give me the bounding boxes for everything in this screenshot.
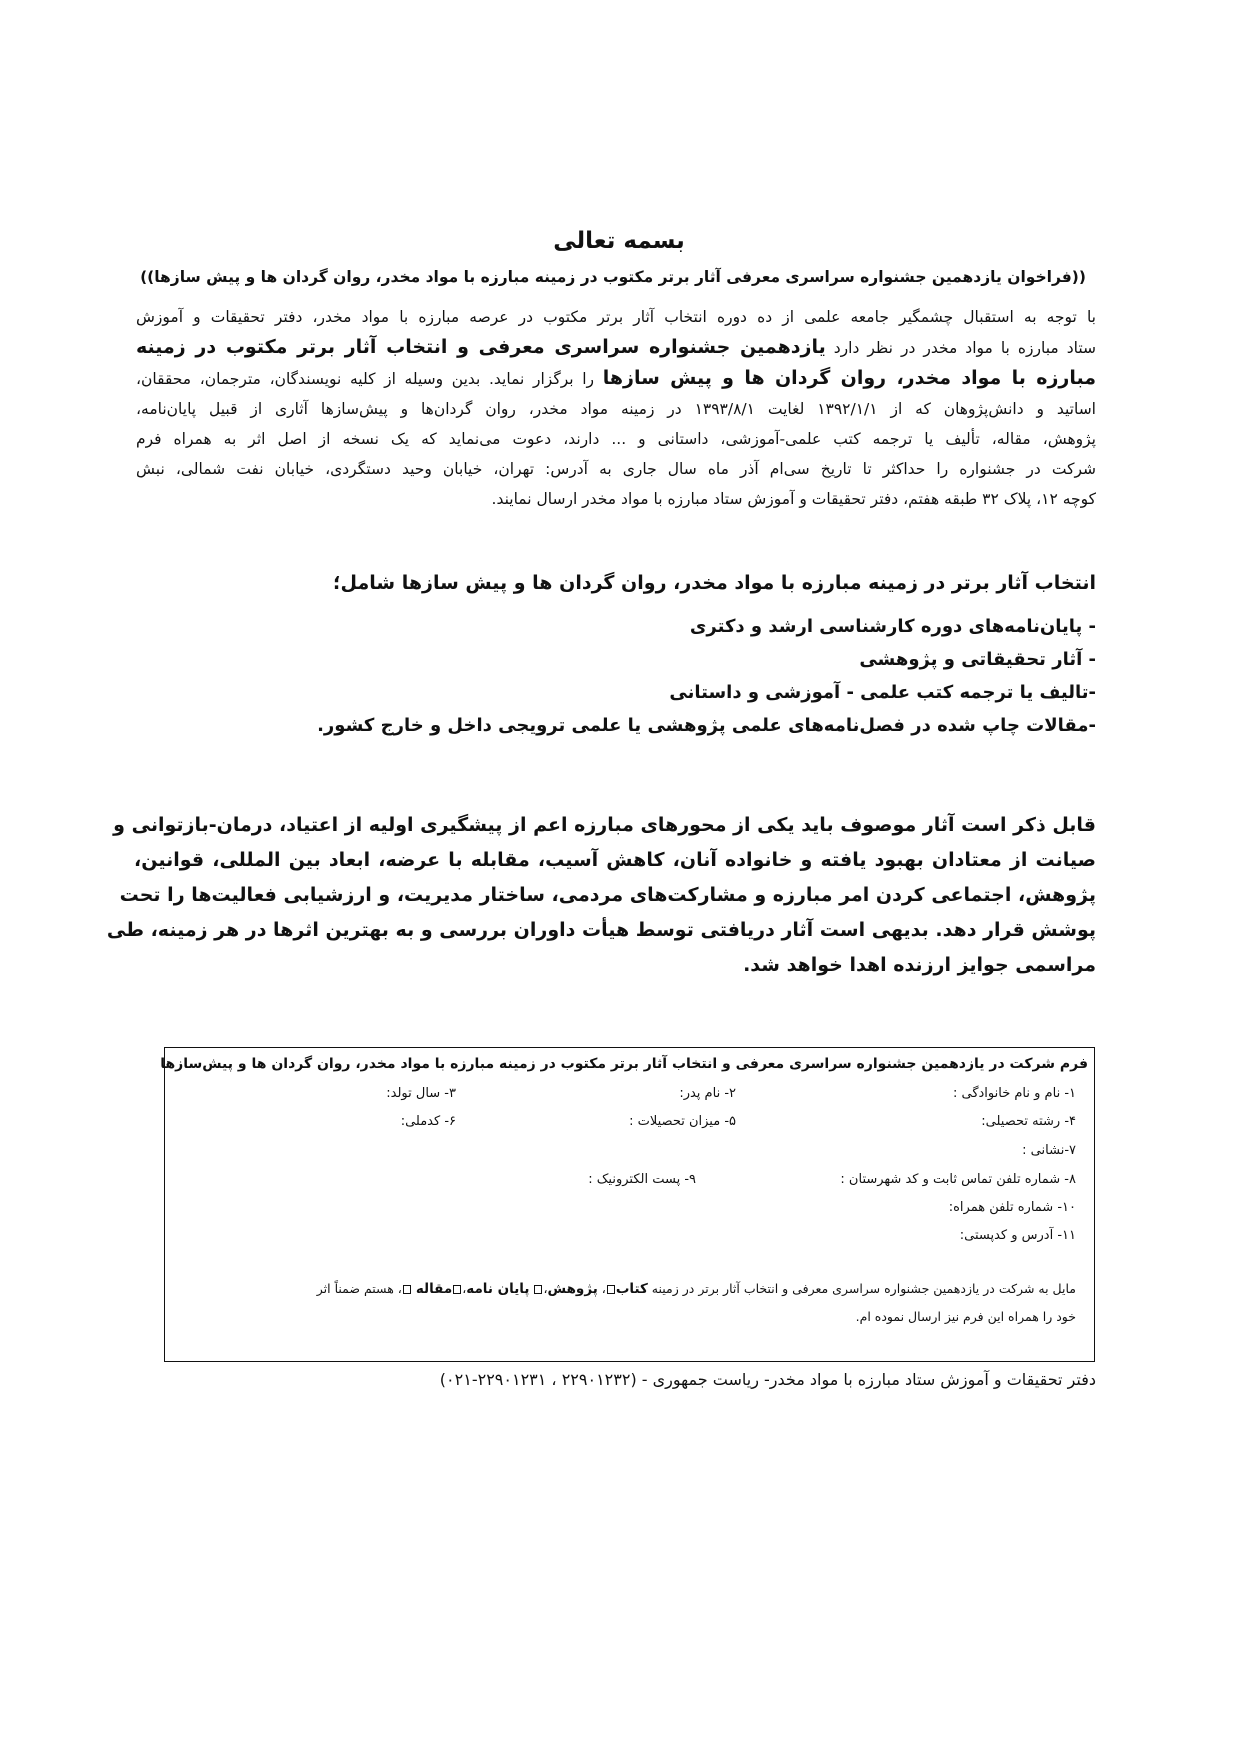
form-row	[175, 1200, 1076, 1228]
list-item: - آثار تحقیقاتی و پژوهشی	[859, 649, 1096, 670]
field-national-id[interactable]: ۶- کدملی:	[400, 1114, 456, 1129]
intro-line: کوچه ۱۲، پلاک ۳۲ طبقه هفتم، دفتر تحقیقات و آموزش ستاد مبارزه با مواد مخدر ارسال نمایند.	[491, 490, 1096, 508]
list-item: -مقالات چاپ شده در فصل‌نامه‌های علمی پژوهشی یا علمی ترویجی داخل و خارج کشور.	[317, 715, 1096, 736]
consent-text: خود را همراه این فرم نیز ارسال نموده ام.	[855, 1309, 1076, 1324]
field-mobile[interactable]: ۱۰- شماره تلفن همراه:	[948, 1200, 1076, 1215]
field-landline[interactable]: ۸- شماره تلفن تماس ثابت و کد شهرستان :	[840, 1172, 1076, 1187]
consent-text: مایل به شرکت در یازدهمین جشنواره سراسری معرفی و انتخاب آثار برتر در زمینه	[651, 1281, 1076, 1296]
intro-line: اساتید و دانش‌پژوهان که از ۱۳۹۲/۱/۱ لغایت ۱۳۹۳/۸/۱ در زمینه مواد مخدر، روان گردان‌ها و پیش‌سازها آثاری از قبیل پایان‌نامه،	[136, 400, 1096, 418]
form-title: فرم شرکت در یازدهمین جشنواره سراسری معرفی و انتخاب آثار برتر مکتوب در زمینه مبارزه با مواد مخدر، روان گردان ها و پیش‌سازها	[160, 1056, 1088, 1072]
note-paragraph	[106, 808, 1096, 983]
note-line: پژوهش، اجتماعی کردن امر مبارزه و مشارکت‌های مردمی، ساختار مدیریت، و ارزشیابی فعالیت‌ها را تحت	[119, 884, 1096, 906]
intro-line	[136, 332, 1096, 363]
option-article-label: مقاله	[415, 1281, 453, 1297]
footer-contact: دفتر تحقیقات و آموزش ستاد مبارزه با مواد مخدر- ریاست جمهوری - (۲۲۹۰۱۲۳۲ ، ۲۲۹۰۱۲۳۱-۰۲۱)	[439, 1370, 1096, 1389]
note-line: صیانت از معتادان بهبود یافته و خانواده آنان، کاهش آسیب، مقابله با عرضه، ابعاد بین المللی، قوانین،	[134, 849, 1096, 871]
checkbox-research[interactable]	[534, 1285, 542, 1294]
call-title: ((فراخوان یازدهمین جشنواره سراسری معرفی آثار برتر مکتوب در زمینه مبارزه با مواد مخدر، روان گردان ها و پیش سازها))	[140, 268, 1086, 286]
field-field-of-study[interactable]: ۴- رشته تحصیلی:	[981, 1114, 1076, 1129]
option-thesis-label: پایان نامه	[466, 1281, 530, 1297]
field-full-name[interactable]: ۱- نام و نام خانوادگی :	[952, 1086, 1076, 1101]
intro-line	[136, 363, 1096, 394]
note-line: مراسمی جوایز ارزنده اهدا خواهد شد.	[743, 954, 1096, 976]
form-row	[175, 1172, 1076, 1200]
intro-line: پژوهش، مقاله، تألیف یا ترجمه کتب علمی-آموزشی، داستانی و ... دارند، دعوت می‌نماید که یک نسخه از اصل اثر به همراه فرم	[136, 430, 1096, 448]
form-row	[175, 1228, 1076, 1256]
note-line: پوشش قرار دهد. بدیهی است آثار دریافتی توسط هیأت داوران بررسی و به بهترین اثرها در هر زمینه، طی	[106, 919, 1096, 941]
option-research-label: پژوهش	[547, 1281, 598, 1297]
intro-line: شرکت در جشنواره را حداکثر تا تاریخ سی‌ام آذر ماه سال جاری به آدرس: تهران، خیابان وحید دستگردی، خیابان نفت شمالی، نبش	[136, 460, 1096, 478]
field-email[interactable]: ۹- پست الکترونیک :	[588, 1172, 696, 1187]
categories-list	[317, 610, 1096, 742]
note-line: قابل ذکر است آثار موصوف باید یکی از محورهای مبارزه اعم از پیشگیری اولیه از اعتیاد، درمان-بازتوانی و	[113, 814, 1096, 836]
registration-form	[160, 1047, 1095, 1362]
form-row	[175, 1143, 1076, 1171]
checkbox-book[interactable]	[607, 1285, 615, 1294]
topic-bold: مبارزه با مواد مخدر، روان گردان ها و پیش سازها	[602, 367, 1096, 389]
intro-text: ستاد مبارزه با مواد مخدر در نظر دارد	[833, 339, 1096, 357]
list-item: - پایان‌نامه‌های دوره کارشناسی ارشد و دکتری	[689, 616, 1096, 637]
form-row	[175, 1114, 1076, 1142]
field-father-name[interactable]: ۲- نام پدر:	[679, 1086, 736, 1101]
festival-name-bold: یازدهمین جشنواره سراسری معرفی و انتخاب آثار برتر مکتوب در زمینه	[136, 336, 826, 358]
intro-line: با توجه به استقبال چشمگیر جامعه علمی از ده دوره انتخاب آثار برتر مکتوب در عرصه مبارزه با مواد مخدر، دفتر تحقیقات و آموزش	[136, 308, 1096, 326]
field-postal-address[interactable]: ۱۱- آدرس و کدپستی:	[959, 1228, 1076, 1243]
intro-text: را برگزار نماید. بدین وسیله از کلیه نویسندگان، مترجمان، محققان،	[136, 370, 595, 388]
consent-text: هستم ضمناً اثر	[316, 1281, 394, 1296]
checkbox-thesis[interactable]	[453, 1285, 461, 1294]
page-heading: بسمه تعالی	[553, 228, 685, 254]
option-book-label: کتاب	[615, 1281, 648, 1297]
field-education-level[interactable]: ۵- میزان تحصیلات :	[629, 1114, 736, 1129]
list-item: -تالیف یا ترجمه کتب علمی - آموزشی و داستانی	[669, 682, 1096, 703]
form-row	[175, 1086, 1076, 1114]
field-birth-year[interactable]: ۳- سال تولد:	[386, 1086, 456, 1101]
field-address-short[interactable]: ۷-نشانی :	[1022, 1143, 1076, 1158]
consent-statement: مایل به شرکت در یازدهمین جشنواره سراسری معرفی و انتخاب آثار برتر در زمینه کتاب، پژوهش، پایان نامه،مقاله ، هستم ضمناً اثر خود را همراه این فرم نیز ارسال نموده ام.	[316, 1281, 1076, 1324]
checkbox-article[interactable]	[403, 1285, 411, 1294]
intro-paragraph	[136, 302, 1096, 514]
categories-title: انتخاب آثار برتر در زمینه مبارزه با مواد مخدر، روان گردان ها و پیش سازها شامل؛	[332, 572, 1096, 594]
